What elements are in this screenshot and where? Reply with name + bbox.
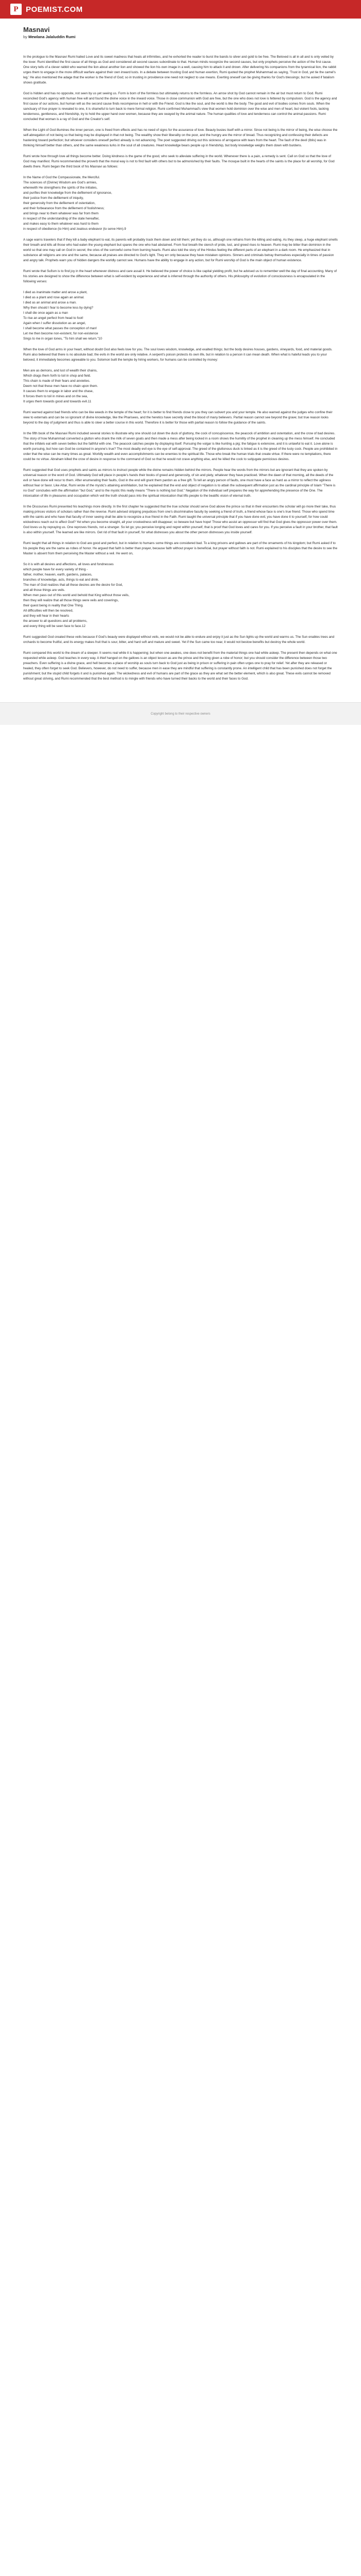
poem-line: and every thing will be seen face to face.12 xyxy=(23,624,86,628)
poem-line: Sings to me in organ tones, "To him shall we return."10 xyxy=(23,337,102,341)
poem-line: In the Name of God the Compassionate, the Merciful. xyxy=(23,176,100,179)
poem-line: Deem not that these men have no chain upon them. xyxy=(23,384,98,388)
poem-line: I died as inanimate matter and arose a plant, xyxy=(23,291,88,294)
poem-line: It causes them to engage in labor and the chase, xyxy=(23,389,94,393)
poem-stanza xyxy=(23,635,338,645)
poem-content xyxy=(23,19,338,682)
poem-line: I shall become what passes the conception of man! xyxy=(23,327,97,330)
poem-stanza xyxy=(23,290,338,342)
poem-line: in respect of the understanding of the state hereafter, xyxy=(23,217,100,221)
poem-line: It urges them towards good and towards evil.11 xyxy=(23,400,91,403)
poem-line: God is hidden and has no opposite, not seen by us yet seeing us. Form is born of the formless but ultimately returns to the formless. An arrow shot by God cannot remain in the air but must return to God. Rumi reconciled God's agency with human free will and found the divine voice in the inward voice. Those in close communion with God are free, but the one who does not love is fettered by compulsion. God is the agency and first cause of our actions, but human will as the second cause finds recompense in hell or with the Friend. God is like the soul, and the world is like the body. The good and evil of bodies comes from souls. When the sanctuary of true prayer is revealed to one, it is shameful to turn back to mere formal religion. Rumi confirmed Muhammad's view that women hold dominion over the wise and men of heart, but violent fools, lacking tenderness, gentleness, and friendship, try to hold the upper hand over women, because they are swayed by the animal nature. The human qualities of love and tenderness can control the animal passions. Rumi concluded that woman is a ray of God and the Creator's self. xyxy=(23,92,337,121)
poem-line: A sage warns travelers that if they kill a baby elephant to eat, its parents will probably track them down and kill them; yet they do so, although one refrains from the killing and eating. As they sleep, a huge elephant smells their breath and kills all those who had eaten the young elephant but spares the one who had abstained. From foul breath the stench of pride, lust, and greed rises to heaven. Rumi may be bitter than dominion in the world so that one may call on God in secret; the cries of the sorrowful come from burning hearts. Rumi also told the story of the Hindus feeling the different parts of an elephant in a dark room. He emphasized that in substance all religions are one and the same, because all praises are directed to God's light. They err only because they have mistaken opinions. Sinners and criminals betray themselves especially in times of passion and angry talk. Prophets warn you of hidden dangers the worldly cannot see. Humans have the ability to engage in any action, but for Rumi worship of God is the main object of human existence. xyxy=(23,238,338,262)
poem-line: the answer to all questions and all problems, xyxy=(23,619,88,623)
poem-stanza xyxy=(23,91,338,122)
poem-line: their justice from the defilement of iniquity, xyxy=(23,196,84,200)
poem-line: their quest being in reality that One Thing. xyxy=(23,604,84,607)
poem-line: and all those things are veils. xyxy=(23,588,65,592)
poem-line: I died as an animal and arose a man. xyxy=(23,301,77,304)
poem-line: Again when I suffer dissolution as an angel, xyxy=(23,321,86,325)
poem-stanza xyxy=(23,541,338,556)
site-logo-icon[interactable]: P xyxy=(10,4,22,15)
poem-line: Rumi compared this world to the dream of a sleeper. It seems real while it is happening; but when one awakes, one does not benefit from the material things one had while asleep. The present then depends on what one requested while asleep. God teaches in every way. A thief hanged on the gallows is an object lesson as are the prince and the king given a robe of honor; but you should consider the difference between those two preachers. Even suffering is a divine grace, and hell becomes a place of worship as souls turn back to God just as being in prison or suffering in pain often urges one to pray for relief. Yet after they are released or healed, they often forget to seek God. Believers, however, do not need to suffer, because men in ease they are mindful that suffering is constantly prone. An intelligent child that has been punished does not forget the punishment; but the stupid child forgets it and is punished again. The wickedness and evil of humans are part of the grace as they are what set the better element, which is also great. These evils cannot be removed without great striving, and Rumi recommended that the best method is to mingle with friends who have turned their backs to the world and their faces to God. xyxy=(23,651,337,681)
poem-line: Let me then become non-existent, for non-existence xyxy=(23,332,99,335)
poem-stanza xyxy=(23,128,338,148)
poem-line: Rumi taught that all things in relation to God are good and perfect, but in relation to humans some things are considered bad. To a king prisons and gallows are part of the ornaments of his kingdom; but Rumi asked if to his people they are the same as robes of honor. He argued that faith is better than prayer, because faith without prayer is beneficial, but prayer without faith is not. Rumi explained to his disciples that the desire to see the Master is absent from them perceiving the Master without a veil. He went on, xyxy=(23,541,338,555)
author-link[interactable]: Mewlana Jalaluddin Rumi xyxy=(28,35,76,39)
poem-byline xyxy=(23,35,338,39)
poem-stanza xyxy=(23,410,338,426)
poem-line: I died as a plant and rose again an animal. xyxy=(23,296,85,299)
poem-line: To rise an angel perfect from head to foot! xyxy=(23,316,84,320)
poem-line: This chain is made of their fears and anxieties. xyxy=(23,379,90,383)
poem-line: and makes easy to them whatever was hard to them xyxy=(23,222,99,226)
byline-prefix: by xyxy=(23,35,27,39)
site-header xyxy=(0,0,361,19)
footer-copyright: Copyright belong to their respective owners xyxy=(151,712,210,716)
poem-line: in respect of obedience (to Him) and zealous endeavor (to serve Him).9 xyxy=(23,227,126,231)
site-logo-text[interactable]: POEMIST.COM xyxy=(26,5,83,14)
poem-stanza xyxy=(23,368,338,404)
poem-line: In the fifth book of the Masnavi Rumi included several stories to illustrate why one should cut down the duck of gluttony, the cock of concupiscence, the peacock of ambition and ostentation, and the crow of bad desires. The story of how Muhammad converted a glutton who drank the milk of seven goats and then made a mess after being locked in a room shows the humility of the prophet in cleaning up the mess himself. He concluded that the infidels eat with seven bellies but the faithful with one. The peacock catches people by displaying itself. Pursuing the vulgar is like hunting a pig; the fatigue is extensive, and it is unlawful to eat it. Love alone is worth pursuing, but how can God be contained in anyone's true? The most deadly evil eye is the eye of self-approval. The greed of the gluttonous duck is linked as it is the greed of the lusty cock. People are prohibited in order that the wise can be many times as great. Worldly wealth and even accomplishments can be enemies to the spiritual life. Those who break the human trials that create virtue. If there were no temptations, there could be no virtue. Abraham killed the crow of desire in response to the command of God so that he would not crave anything else, and he killed the cock to subjugate pernicious desires. xyxy=(23,432,338,461)
poem-stanza xyxy=(23,269,338,284)
poem-line: So it is with all desires and affections, all loves and fondnesses xyxy=(23,563,114,566)
poem-line: Which drags them forth to toil in shop and field. xyxy=(23,374,91,378)
poem-line: Why then should I fear to become less by dying? xyxy=(23,306,93,310)
poem-line: and their forbearance from the defilement of foolishness; xyxy=(23,207,105,210)
poem-stanza xyxy=(23,347,338,363)
poem-title: Masnavi xyxy=(23,26,50,33)
poem-line: In the Discourses Rumi presented his teachings more directly. In the first chapter he suggested that the true scholar should serve God above the prince so that in their encounters the scholar will go more their take, thus making princes visitors of scholars rather than the reverse. Rumi advised stripping prejudices from one's discriminative faculty by seeking a friend of truth, a friend whose face is one's true friend. Those who spend time with the saints and who have that faculty of inner seeing shall be able to recognize a true friend in the Faith. Rumi taught the universal principle that if you have done evil, you have done it to yourself, for how could wickedness reach out to affect God? Yet when you become straight, all your crookedness will disappear; so beware but have hope! Those who assist an oppressor will find that God gives the oppressor power over them. God loves us by repraying us. One reproves friends, not a stranger. So let go; you perceive longing and regret within yourself, that is proof that God loves and cares for you. If you perceive a fault in your brother, that fault is also within yourself. The learned are like mirrors. Get rid of that fault in yourself, for what distresses you about the other person distresses you inside yourself. xyxy=(23,505,338,534)
poem-line: and they will hear in their hearts xyxy=(23,614,69,618)
poem-line: father, mother, heaven, earth, gardens, palaces, xyxy=(23,573,92,577)
poem-stanza xyxy=(23,504,338,535)
poem-line: Rumi warned against bad friends who can be like weeds in the temple of the heart; for it is better to find friends close to you they can subvert you and your temple. He also warned against the judges who confine their view to externals and can be so ignorant of divine knowledge, like the Pharisees, and the heretics have secretly shed the blood of many believers. Partial reason cannot see beyond the grave; but true reason looks beyond to the day of judgment and thus is able to steer a better course in this world. Therefore it is better for those with partial reason to follow the guidance of the saints. xyxy=(23,411,333,425)
poem-line: wherewith He strengthens the spirits of the initiates, xyxy=(23,186,97,190)
poem-line: their generosity from the defilement of ostentation, xyxy=(23,201,96,205)
site-footer xyxy=(0,702,361,725)
poem-line: It forces them to toil in mines and on the sea, xyxy=(23,395,88,398)
poem-line: branches of knowledge, acts, things to eat and drink. xyxy=(23,578,100,582)
poem-line: and brings near to them whatever was far from them xyxy=(23,212,99,215)
poem-line: When the Light of God illumines the inner person, one is freed from effects and has no need of signs for the assurance of love. Beauty busies itself with a mirror. Since not being is the mirror of being, the wise choose the self-abnegation of not being so that being may be displayed in that not being. The wealthy show their liberality on the poor, and the hungry are the mirror of bread. Thus recognizing and confessing their defects are hastening toward perfection; but whoever considers oneself perfect already is not advancing. The poet suggested driving out this sickness of arrogance with tears from the heart. The fault of the devil (Iblis) was in thinking himself better than others, and the same weakness lurks in the soul of all creatures. Heart knowledge bears people up in friendship, but body knowledge weighs them down with burdens. xyxy=(23,128,338,147)
poem-line: which people have for every variety of thing - xyxy=(23,568,88,571)
poem-line: Rumi wrote that Sufism is to find joy in the heart whenever distress and care assail it. He believed the power of choice is like capital yielding profit, but he advised us to remember well the day of final accounting. Many of his stories are designed to show the difference between what is self-evident by experience and what is inferred through the authority of others. His philosophy of evolution of consciousness is encapsulated in the following verses: xyxy=(23,269,337,283)
poem-line: and purifies their knowledge from the defilement of ignorance, xyxy=(23,191,112,195)
poem-stanza xyxy=(23,55,338,86)
poem-stanza xyxy=(23,562,338,629)
poem-line: In the prologue to the Masnavi Rumi hailed Love and its sweet madness that heals all infirmities, and he exhorted the reader to burst the bands to silver and gold to be free. The Beloved is all in all and is only veiled by the lover. Rumi identified the first cause of all things as God and considered all second causes subordinate to that. Human minds recognize the second causes, but only prophets perceive the action of the first cause. One story tells of a clever rabbit who warned the lion about another lion and showed the lion his own image in a well, causing him to attack it and drown. After delivering his companions from the tyrannical lion, the rabbit urges them to engage in the more difficult warfare against their own inward lusts. In a debate between trusting God and human exertion, Rumi quoted the prophet Muhammad as saying, 'Trust in God, yet tie the camel's leg.' He also mentioned the adage that the worker is the friend of God; so in trusting in providence one need not neglect to use means. Exerting oneself can be giving thanks for God's blessings; but he asked if fatalism shows gratitude. xyxy=(23,55,336,84)
poem-stanza xyxy=(23,431,338,462)
poem-stanza xyxy=(23,154,338,170)
poem-body xyxy=(23,55,338,682)
poem-line: Rumi wrote how through love all things become better. Doing kindness is the game of the good, who seek to alleviate suffering in the world. Whenever there is a pain, a remedy is sent. Call on God so that the love of God may manifest. Rumi recommended the proverb that the moral way is not to find fault with others but to be admonished by their faults. The mosque built in the hearts of the saints is the place for all worship, for God dwells there. Rumi began the third book of his Masnavi as follows: xyxy=(23,155,335,168)
poem-line: Men are as demons, and lust of wealth their chains, xyxy=(23,369,97,372)
poem-stanza xyxy=(23,468,338,499)
poem-line: The sciences of (Divine) Wisdom are God's armies, xyxy=(23,181,97,184)
poem-line: then they will realize that all those things were veils and coverings, xyxy=(23,599,119,602)
poem-stanza xyxy=(23,651,338,682)
poem-stanza xyxy=(23,238,338,263)
poem-line: When men pass out of this world and behold that King without those veils, xyxy=(23,594,129,597)
poem-line: When the love of God arms in your heart, without doubt God also feels love for you. The soul loves wisdom, knowledge, and exalted things; but the body desires houses, gardens, vineyards, food, and material goods. Rumi also believed that there is no absolute bad; the evils in the world are only relative. A serpent's poison protects its own life, but in relation to a person it can mean death. When what is hateful leads you to your beloved, it immediately becomes agreeable to you. Solomon built the temple by hiring workers, for humans can be controlled by money: xyxy=(23,348,333,362)
poem-line: All difficulties will then be resolved, xyxy=(23,609,73,613)
poem-stanza xyxy=(23,175,338,232)
poem-line: Rumi suggested God created these veils because if God's beauty were displayed without veils, we would not be able to endure and enjoy it just as the Sun lights up the world and warms us. The Sun enables trees and orchards to become fruitful, and its energy makes fruit that is sour, bitter, and hard soft and mature and sweet. Yet if the Sun came too near, it would not bestow benefits but destroy the whole world. xyxy=(23,635,335,644)
poem-line: The man of God realizes that all these desires are the desire for God, xyxy=(23,583,123,587)
poem-line: Rumi suggested that God uses prophets and saints as mirrors to instruct people while the divine remains hidden behind the mirrors. People hear the words from the mirrors but are ignorant that they are spoken by universal reason or the word of God. Ultimately God will place in people's hands their books of greed and generosity, of sin and piety, whatever they have practiced. When the dawn of that morning, all the deeds of the evil or have done will recur to them. After enumerating their faults, God in the end will grant them pardon as a free gift. To tell an angry person of faults, one must have a face as hard as a mirror to reflect the ugliness without fear or favor. Like Attar, Rumi wrote of the mystic's attaining annihilation, but he explained that the end and object of negation is to attain the subsequent affirmation just as the cardinal principle of Islam "There is no God" concludes with the affirmation "but God," and to the mystic this really means "There is nothing but God." Negation of the individual self prepares the way for apprehending the presence of the One. The intoxication of life in pleasures and occupation which veil the truth should pass into the spiritual intoxication that lifts people to the beatific vision of eternal truth. xyxy=(23,468,336,498)
poem-line: I shall die once again as a man xyxy=(23,311,68,315)
